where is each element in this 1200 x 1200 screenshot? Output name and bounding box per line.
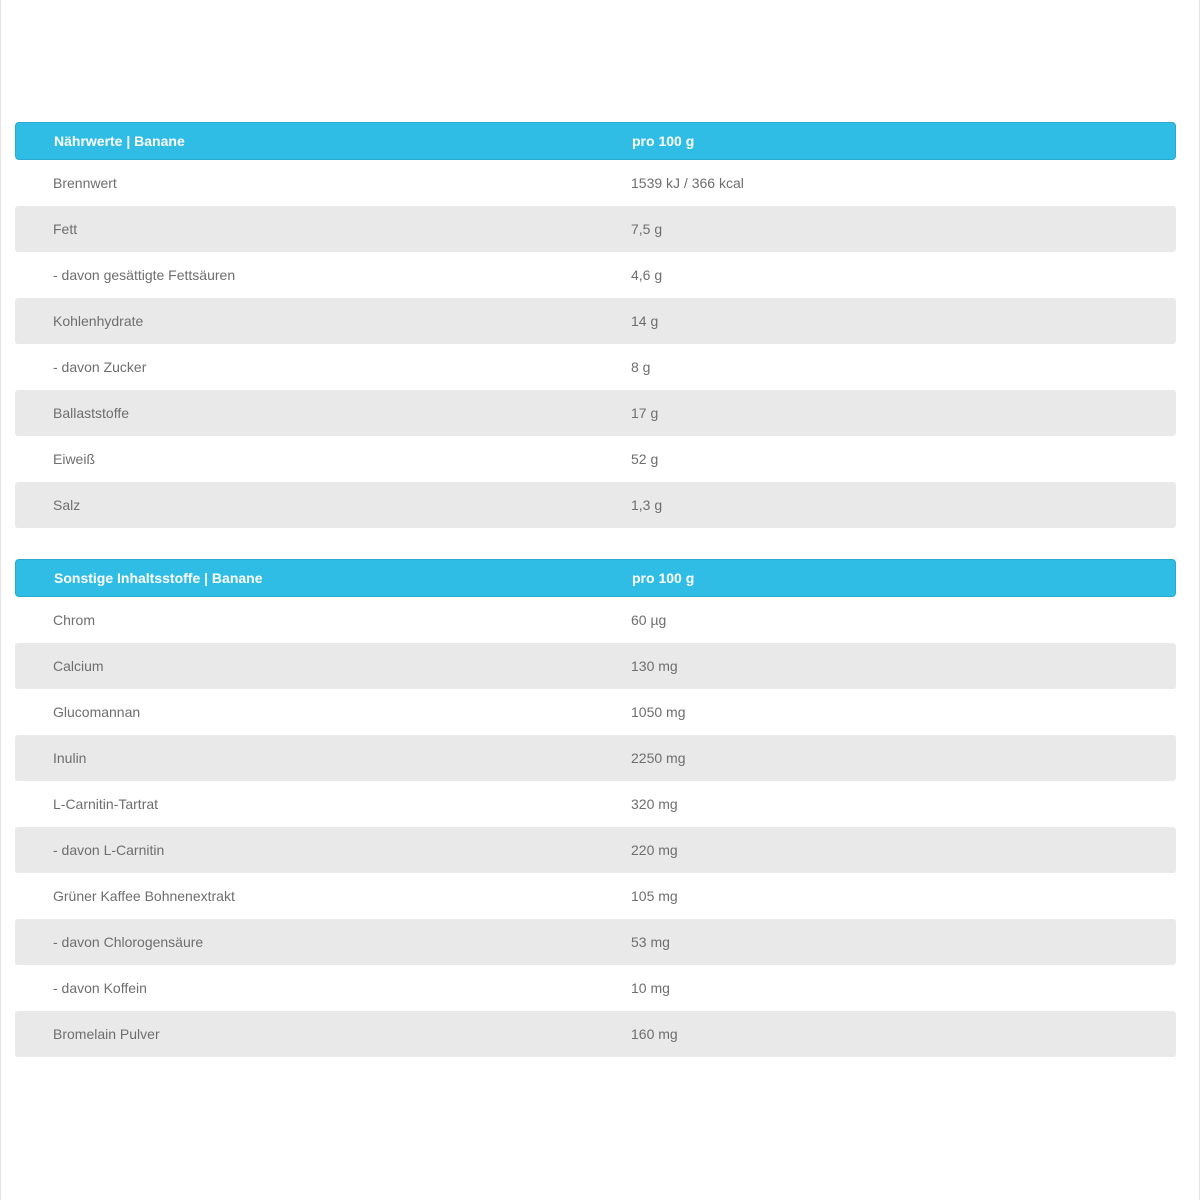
row-value: 320 mg <box>631 796 678 812</box>
row-label: Ballaststoffe <box>53 405 130 421</box>
nutrition-tables-container <box>15 122 1176 1057</box>
table-header <box>15 122 1176 160</box>
row-label: - davon L-Carnitin <box>53 842 165 858</box>
row-label: Brennwert <box>53 175 117 191</box>
table-row <box>15 735 1176 781</box>
nutrition-table <box>15 122 1176 528</box>
row-value: 4,6 g <box>631 267 663 283</box>
row-label: - davon Chlorogensäure <box>53 934 204 950</box>
row-value: 10 mg <box>631 980 670 996</box>
table-row <box>15 781 1176 827</box>
table-title: Nährwerte | Banane <box>54 133 185 149</box>
table-row <box>15 252 1176 298</box>
row-value: 160 mg <box>631 1026 678 1042</box>
table-row <box>15 482 1176 528</box>
table-row <box>15 390 1176 436</box>
table-row <box>15 1011 1176 1057</box>
table-row <box>15 597 1176 643</box>
row-label: Fett <box>53 221 78 237</box>
row-value: 52 g <box>631 451 659 467</box>
row-value: 60 µg <box>631 612 667 628</box>
table-body <box>15 597 1176 1057</box>
table-row <box>15 160 1176 206</box>
row-label: Eiweiß <box>53 451 96 467</box>
row-label: - davon Koffein <box>53 980 147 996</box>
row-value: 105 mg <box>631 888 678 904</box>
table-row <box>15 436 1176 482</box>
row-value: 1050 mg <box>631 704 686 720</box>
table-row <box>15 827 1176 873</box>
table-unit-header: pro 100 g <box>632 133 695 149</box>
row-label: - davon gesättigte Fettsäuren <box>53 267 236 283</box>
row-label: Kohlenhydrate <box>53 313 144 329</box>
row-value: 14 g <box>631 313 659 329</box>
table-row <box>15 298 1176 344</box>
row-value: 130 mg <box>631 658 678 674</box>
row-value: 1,3 g <box>631 497 663 513</box>
row-value: 17 g <box>631 405 659 421</box>
row-label: - davon Zucker <box>53 359 147 375</box>
row-label: Glucomannan <box>53 704 141 720</box>
table-row <box>15 689 1176 735</box>
row-label: Salz <box>53 497 81 513</box>
table-body <box>15 160 1176 528</box>
nutrition-table <box>15 559 1176 1057</box>
row-label: Calcium <box>53 658 104 674</box>
row-label: L-Carnitin-Tartrat <box>53 796 159 812</box>
row-label: Bromelain Pulver <box>53 1026 160 1042</box>
table-row <box>15 873 1176 919</box>
row-value: 220 mg <box>631 842 678 858</box>
row-label: Grüner Kaffee Bohnenextrakt <box>53 888 235 904</box>
row-value: 8 g <box>631 359 651 375</box>
table-row <box>15 206 1176 252</box>
row-label: Chrom <box>53 612 96 628</box>
table-row <box>15 643 1176 689</box>
table-unit-header: pro 100 g <box>632 570 695 586</box>
table-row <box>15 919 1176 965</box>
row-value: 7,5 g <box>631 221 663 237</box>
table-row <box>15 344 1176 390</box>
row-label: Inulin <box>53 750 87 766</box>
table-title: Sonstige Inhaltsstoffe | Banane <box>54 570 263 586</box>
row-value: 1539 kJ / 366 kcal <box>631 175 744 191</box>
row-value: 53 mg <box>631 934 670 950</box>
table-row <box>15 965 1176 1011</box>
row-value: 2250 mg <box>631 750 686 766</box>
table-header <box>15 559 1176 597</box>
